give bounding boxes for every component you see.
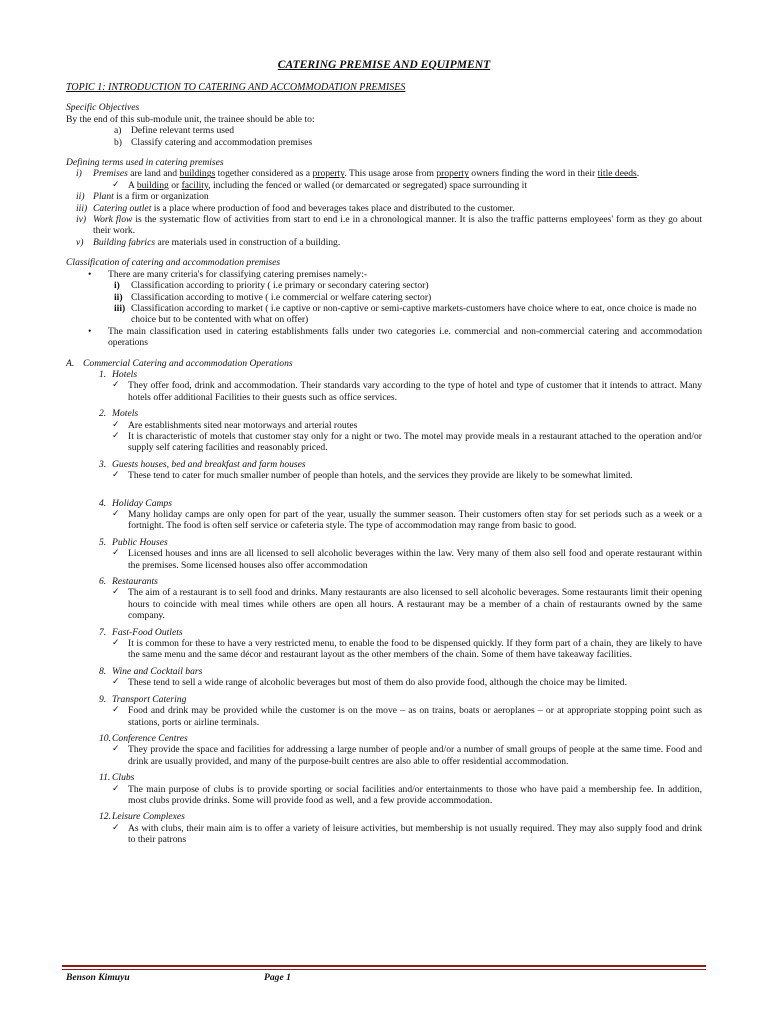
- objectives-list: [66, 125, 702, 148]
- footer-author: Benson Kimuyu: [66, 972, 130, 983]
- list-item: i) Classification according to priority ( i.e primary or secondary catering sector): [114, 280, 429, 292]
- category-conference: 10. Conference Centres ✓ They provide the space and facilities for addressing a large number of people and/or a number of small groups of people at the same time. Food and drink are usually provided, and many of the purpose-built centres are also able to offer residential accommodation.: [99, 732, 702, 767]
- link-title-deeds[interactable]: title deeds: [597, 168, 637, 180]
- checkmark-icon: ✓: [112, 430, 120, 441]
- definition-item: iii) Catering outlet is a place where production of food and beverages takes place and distributed to the customer.: [76, 202, 515, 214]
- criteria-list: [66, 280, 702, 326]
- category-public-houses: 5. Public Houses ✓ Licensed houses and inns are all licensed to sell alcoholic beverages within the law. Very many of them also sell food and operate restaurant within the premises. Some licensed houses also offer accommodation: [99, 536, 702, 571]
- objectives-section: [66, 102, 702, 148]
- checkmark-icon: ✓: [112, 587, 120, 598]
- bullet-icon: •: [88, 325, 92, 337]
- category-holiday-camps: 4. Holiday Camps ✓ Many holiday camps are only open for part of the year, usually the summer season. Their customers often stay for set periods such as a week or a fortnight. The food is often self service or cafeteria style. The type of accommodation may range from basic to good.: [99, 497, 702, 532]
- link-building[interactable]: building: [136, 179, 169, 191]
- category-clubs: 11. Clubs ✓ The main purpose of clubs is to provide sporting or social facilities and/or entertainments to those who have paid a membership fee. In addition, most clubs provide drinks. Some will provide food as well, and a few provide accommodation.: [99, 772, 702, 806]
- definition-item: i) Premises are land and buildings together considered as a property. This usage arose from property owners finding the word in their title deeds.: [76, 168, 640, 180]
- link-property[interactable]: property: [312, 168, 345, 180]
- categories-list: [66, 369, 702, 846]
- category-wine-bars: 8. Wine and Cocktail bars ✓ These tend to sell a wide range of alcoholic beverages but most of them do also provide food, although the choice may be limited.: [99, 665, 627, 689]
- document-title: CATERING PREMISE AND EQUIPMENT: [277, 58, 491, 71]
- footer-page-number: Page 1: [264, 972, 291, 983]
- category-fast-food: 7. Fast-Food Outlets ✓ It is common for these to have a very restricted menu, to enable the food to be dispensed quickly. If they form part of a chain, they are likely to have the same menu and the same décor and restaurant layout as the other members of the chain. Some of them have takeaway facilities.: [99, 626, 702, 661]
- list-item: a) Define relevant terms used: [114, 125, 235, 137]
- checkmark-icon: ✓: [112, 419, 120, 430]
- checkmark-icon: ✓: [112, 744, 120, 755]
- checkmark-icon: ✓: [112, 705, 120, 716]
- definition-item: v) Building fabrics are materials used in construction of a building.: [76, 236, 341, 248]
- category-leisure: 12. Leisure Complexes ✓ As with clubs, their main aim is to offer a variety of leisure activities, but membership is not usually required. They may also supply food and drink to their patrons: [99, 811, 702, 846]
- link-facility[interactable]: facility: [181, 179, 209, 191]
- checkmark-icon: ✓: [112, 380, 120, 391]
- list-item: ii) Classification according to motive ( i.e commercial or welfare catering sector): [114, 291, 432, 303]
- section-a-heading: A. Commercial Catering and accommodation Operations: [66, 357, 293, 369]
- definitions-list: [66, 191, 702, 248]
- objectives-intro: By the end of this sub-module unit, the trainee should be able to:: [66, 113, 315, 125]
- definition-item: ii) Plant is a firm or organization: [76, 191, 209, 203]
- checkmark-icon: ✓: [112, 548, 120, 559]
- link-buildings[interactable]: buildings: [179, 168, 216, 180]
- document-page: [66, 58, 702, 846]
- footer-rule: [62, 965, 706, 970]
- bullet-item: • The main classification used in catering establishments falls under two categories i.e. commercial and non-commercial catering and accommodation operations: [88, 325, 702, 349]
- checkmark-icon: ✓: [112, 179, 120, 190]
- check-item: ✓ A building or facility, including the fenced or walled (or demarcated or segregated) space surrounding it: [112, 179, 528, 191]
- definition-item: iv) Work flow is the systematic flow of activities from start to end i.e in a chronological manner. It is also the traffic patterns employees' form as they go about their work.: [76, 214, 702, 237]
- category-transport: 9. Transport Catering ✓ Food and drink may be provided while the customer is on the move – as on trains, boats or aeroplanes – or at appropriate stopping point such as stations, ports or airline terminals.: [99, 693, 702, 728]
- checkmark-icon: ✓: [112, 509, 120, 519]
- category-guest-houses: 3. Guests houses, bed and breakfast and farm houses ✓ These tend to cater for much smaller number of people than hotels, and the services they provide are likely to be somewhat limited.: [99, 458, 633, 482]
- category-hotels: 1. Hotels ✓ They offer food, drink and accommodation. Their standards vary according to the type of hotel and type of customer that it intends to attract. Many hotels offer additional Facilities to their guests such as office services.: [99, 368, 702, 403]
- list-item: b) Classify catering and accommodation premises: [114, 136, 313, 148]
- category-restaurants: 6. Restaurants ✓ The aim of a restaurant is to sell food and drinks. Many restaurants are also licensed to sell alcoholic beverages. Some restaurants limit their opening hours to coincide with meal times while others are open all hours. A restaurant may be a member of a chain of restaurants owned by the same company.: [99, 576, 702, 622]
- bullet-item: • There are many criteria's for classifying catering premises namely:-: [88, 268, 368, 280]
- checkmark-icon: ✓: [112, 470, 120, 481]
- category-motels: 2. Motels ✓ Are establishments sited near motorways and arterial routes ✓ It is characteristic of motels that customer stay only for a night or two. The motel may provide meals in a restaurant attached to the operation and/or supply self catering facilities and reasonably priced.: [99, 408, 702, 454]
- classification-heading: Classification of catering and accommodation premises: [66, 257, 281, 269]
- definitions-section: [66, 157, 702, 248]
- definitions-heading: Defining terms used in catering premises: [66, 157, 224, 169]
- objectives-heading: Specific Objectives: [66, 102, 140, 114]
- classification-section: [66, 257, 702, 348]
- topic-heading: TOPIC 1: INTRODUCTION TO CATERING AND ACCOMMODATION PREMISES: [66, 82, 406, 93]
- list-item: iii) Classification according to market ( i.e captive or non-captive or semi-captive markets-customers have choice where to eat, once choice is made no choice but to be contented with what on offer): [114, 302, 697, 326]
- bullet-icon: •: [88, 268, 92, 280]
- checkmark-icon: ✓: [112, 783, 120, 794]
- checkmark-icon: ✓: [112, 822, 120, 833]
- checkmark-icon: ✓: [112, 638, 120, 649]
- link-property[interactable]: property: [436, 168, 469, 180]
- checkmark-icon: ✓: [112, 677, 120, 688]
